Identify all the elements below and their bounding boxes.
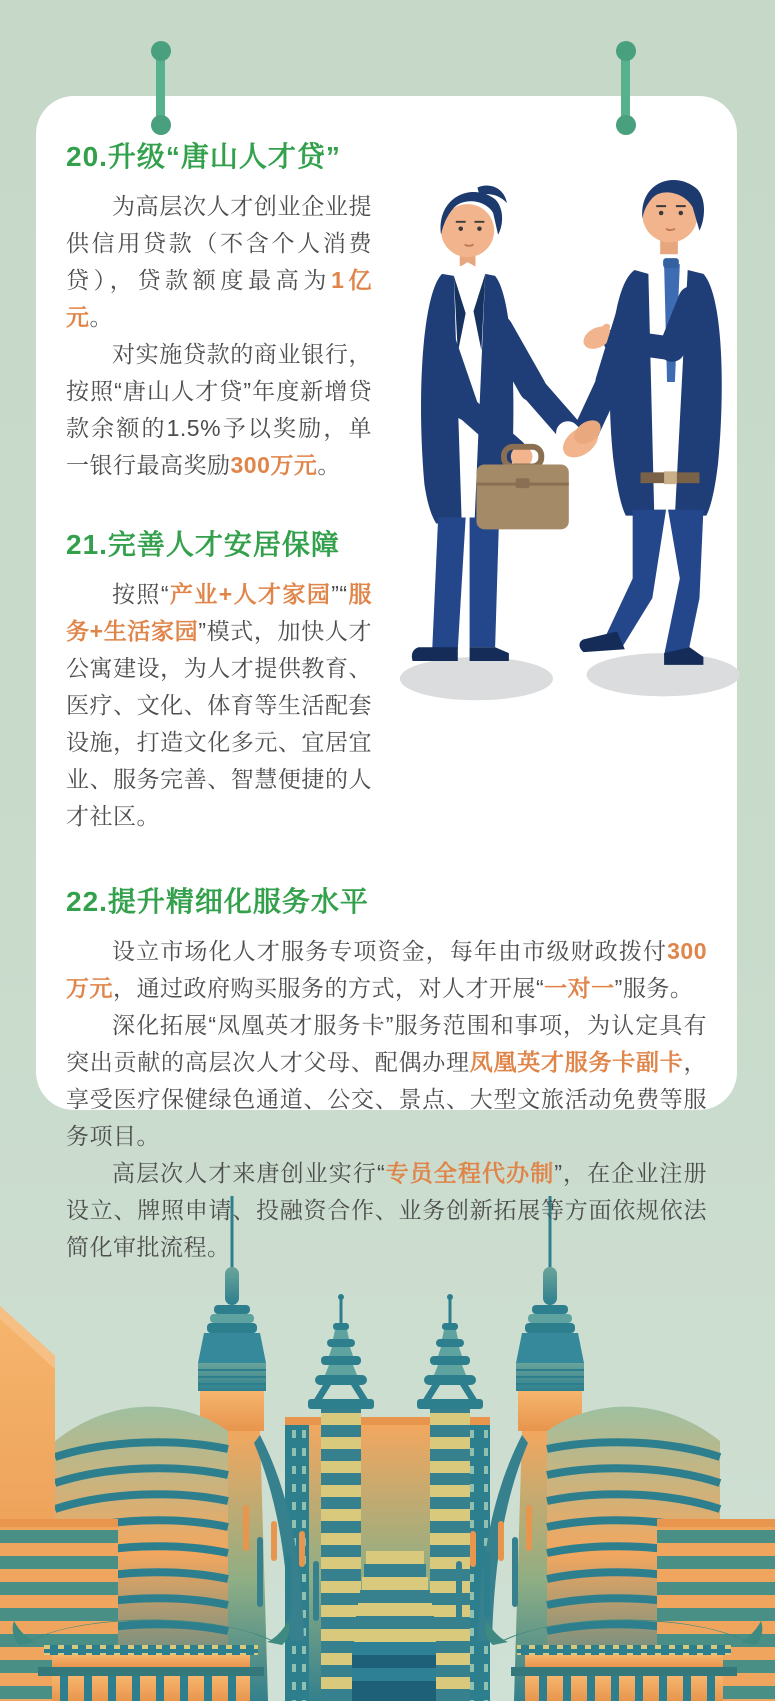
section-heading: 22.提升精细化服务水平 xyxy=(66,886,369,917)
section-heading: 21.完善人才安居保障 xyxy=(66,529,340,560)
section-heading: 20.升级“唐山人才贷” xyxy=(66,141,341,172)
section-paragraph xyxy=(66,336,372,484)
body-text: 按照“ xyxy=(112,581,169,607)
body-text: ，通过政府购买服务的方式，对人才开展“ xyxy=(113,975,545,1001)
section-paragraph xyxy=(66,188,372,336)
businessmen-handshake-icon xyxy=(372,156,744,716)
businessman-left xyxy=(412,185,574,661)
policy-section-bottom xyxy=(66,885,707,1266)
body-text: ”服务。 xyxy=(614,975,694,1001)
highlight-text: 300万元 xyxy=(230,452,318,478)
body-text: ”“ xyxy=(331,581,348,607)
shadow-right xyxy=(586,653,739,696)
policy-section-21 xyxy=(66,528,372,835)
body-text: 。 xyxy=(317,452,341,478)
highlight-text: 凤凰英才服务卡副卡 xyxy=(469,1049,684,1075)
section-paragraph xyxy=(66,576,372,835)
body-text: 。 xyxy=(89,304,113,330)
body-text: ”模式，加快人才公寓建设，为人才提供教育、医疗、文化、体育等生活配套设施，打造文化多元、宜居宜业、服务完善、智慧便捷的人才社区。 xyxy=(66,618,372,829)
body-text: 高层次人才来唐创业实行“ xyxy=(112,1160,386,1186)
highlight-text: 1亿元 xyxy=(66,267,373,330)
body-text: 深化拓展“凤凰英才服务卡”服务范围和事项，为认定具有突出贡献的高层次人才父母、配偶办理 xyxy=(66,1012,707,1075)
handshake-illustration xyxy=(372,156,744,721)
card-top-row xyxy=(66,140,707,879)
body-text: 为高层次人才创业企业提供信用贷款（不含个人消费贷），贷款额度最高为 xyxy=(66,193,372,293)
policy-section-20 xyxy=(66,140,372,484)
highlight-text: 一对一 xyxy=(544,975,615,1001)
policy-section-22 xyxy=(66,885,707,1266)
body-text: 对实施贷款的商业银行，按照“唐山人才贷”年度新增贷款余额的1.5%予以奖励，单一银行最高奖励 xyxy=(66,341,372,478)
body-text: ，享受医疗保健绿色通道、公交、景点、大型文旅活动免费等服务项目。 xyxy=(66,1049,707,1149)
central-stairs xyxy=(352,1551,436,1701)
policy-card xyxy=(36,96,737,1260)
hanger-pin-left-icon xyxy=(156,44,165,130)
body-text: ”，在企业注册设立、牌照申请、投融资合作、业务创新拓展等方面依规依法简化审批流程。 xyxy=(66,1160,707,1260)
body-text: 设立市场化人才服务专项资金，每年由市级财政拨付 xyxy=(112,938,668,964)
highlight-text: 专员全程代办制 xyxy=(385,1160,555,1186)
policy-sections-left-column xyxy=(66,140,372,879)
section-paragraph xyxy=(66,1155,707,1266)
highlight-text: 服务+生活家园 xyxy=(66,581,372,644)
section-paragraph xyxy=(66,933,707,1007)
hanger-pin-right-icon xyxy=(621,44,630,130)
highlight-text: 300万元 xyxy=(66,938,707,1001)
shadow-left xyxy=(400,657,553,700)
section-paragraph xyxy=(66,1007,707,1155)
businessman-right xyxy=(579,180,721,665)
highlight-text: 产业+人才家园 xyxy=(169,581,332,607)
